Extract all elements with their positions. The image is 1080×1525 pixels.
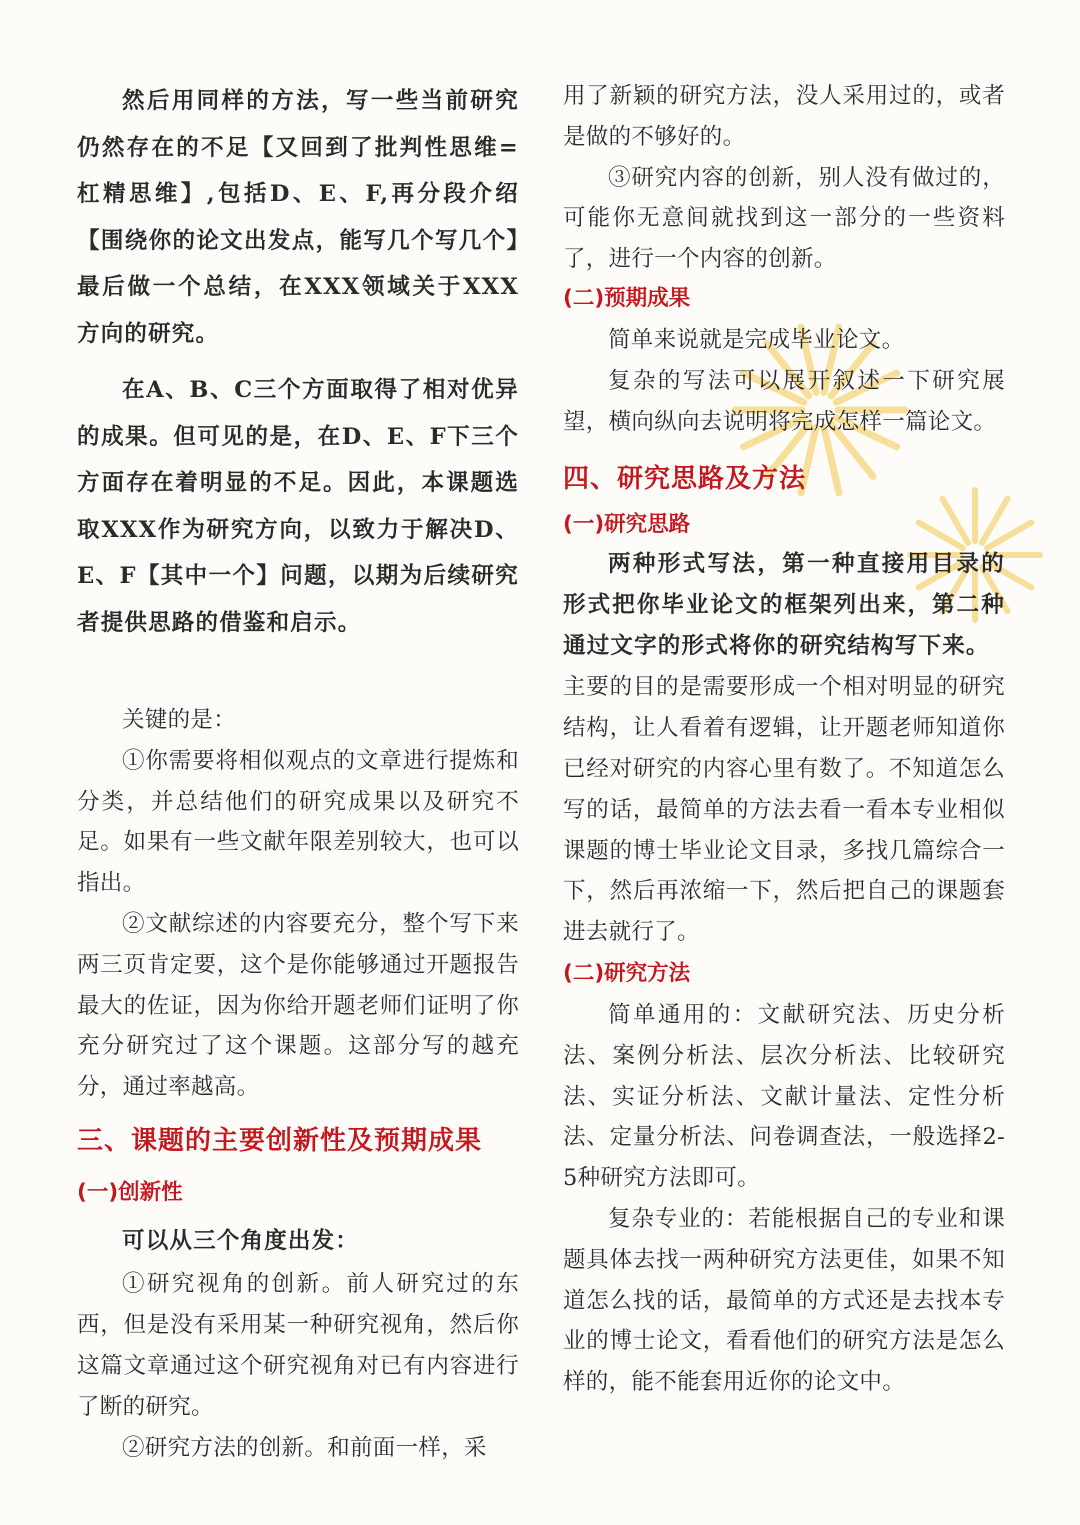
right-column: [563, 78, 1005, 1403]
angles-label: 可以从三个角度出发：: [122, 1227, 360, 1254]
left-column: [77, 78, 519, 1468]
key-points-label: 关键的是：: [122, 707, 237, 733]
paragraph-summary-example: 在A、B、C三个方面取得了相对优异的成果。但可见的是，在D、E、F下三个方面存在着明显的不足。因此，本课题选取XXX作为研究方向，以致力于解决D、E、F【其中一个】问题，以期为后续研究者提供思路的借鉴和启示。: [77, 377, 519, 636]
expected-result-simple: 简单来说就是完成毕业论文。: [608, 326, 905, 353]
innovation-angle-2-continued: 用了新颖的研究方法，没人采用过的，或者是做的不够好的。: [563, 83, 1005, 150]
key-point-1: ①你需要将相似观点的文章进行提炼和分类，并总结他们的研究成果以及研究不足。如果有一些文献年限差别较大，也可以指出。: [77, 747, 519, 897]
expected-result-complex: 复杂的写法可以展开叙述一下研究展望，横向纵向去说明将完成怎样一篇论文。: [563, 367, 1005, 435]
subsection-expected-results-title: (二)预期成果: [563, 285, 691, 311]
section-4-title: 四、研究思路及方法: [563, 464, 807, 495]
research-ideas-forms: 两种形式写法，第一种直接用目录的形式把你毕业论文的框架列出来，第二种通过文字的形式将你的研究结构写下来。: [563, 551, 1005, 660]
subsection-research-methods-title: (二)研究方法: [563, 960, 691, 986]
section-3-title: 三、课题的主要创新性及预期成果: [77, 1125, 483, 1156]
subsection-innovation-title: (一)创新性: [77, 1179, 183, 1205]
key-point-2: ②文献综述的内容要充分，整个写下来两三页肯定要，这个是你能够通过开题报告最大的佐证，因为你给开题老师们证明了你充分研究过了这个课题。这部分写的越充分，通过率越高。: [77, 910, 519, 1101]
research-methods-simple: 简单通用的：文献研究法、历史分析法、案例分析法、层次分析法、比较研究法、实证分析法、文献计量法、定性分析法、定量分析法、问卷调查法，一般选择2-5种研究方法即可。: [563, 1001, 1005, 1192]
research-ideas-detail: 主要的目的是需要形成一个相对明显的研究结构，让人看着有逻辑，让开题老师知道你已经对研究的内容心里有数了。不知道怎么写的话，最简单的方法去看一看本专业相似课题的博士毕业论文目录，多找几篇综合一下，然后再浓缩一下，然后把自己的课题套进去就行了。: [563, 674, 1005, 946]
research-methods-complex: 复杂专业的：若能根据自己的专业和课题具体去找一两种研究方法更佳，如果不知道怎么找的话，最简单的方式还是去找本专业的博士论文，看看他们的研究方法是怎么样的，能不能套用近你的论文中。: [563, 1205, 1005, 1396]
innovation-angle-1: ①研究视角的创新。前人研究过的东西，但是没有采用某一种研究视角，然后你这篇文章通过这个研究视角对已有内容进行了断的研究。: [77, 1271, 519, 1420]
innovation-angle-2-start: ②研究方法的创新。和前面一样，采: [122, 1434, 487, 1461]
subsection-research-ideas-title: (一)研究思路: [563, 512, 691, 538]
innovation-angle-3: ③研究内容的创新，别人没有做过的，可能你无意间就找到这一部分的一些资料了，进行一个内容的创新。: [563, 164, 1005, 273]
paragraph-weakness: 然后用同样的方法，写一些当前研究仍然存在的不足【又回到了批判性思维=杠精思维】,包括D、E、F,再分段介绍【围绕你的论文出发点，能写几个写几个】最后做一个总结，在XXX领域关于XXX方向的研究。: [77, 88, 519, 347]
